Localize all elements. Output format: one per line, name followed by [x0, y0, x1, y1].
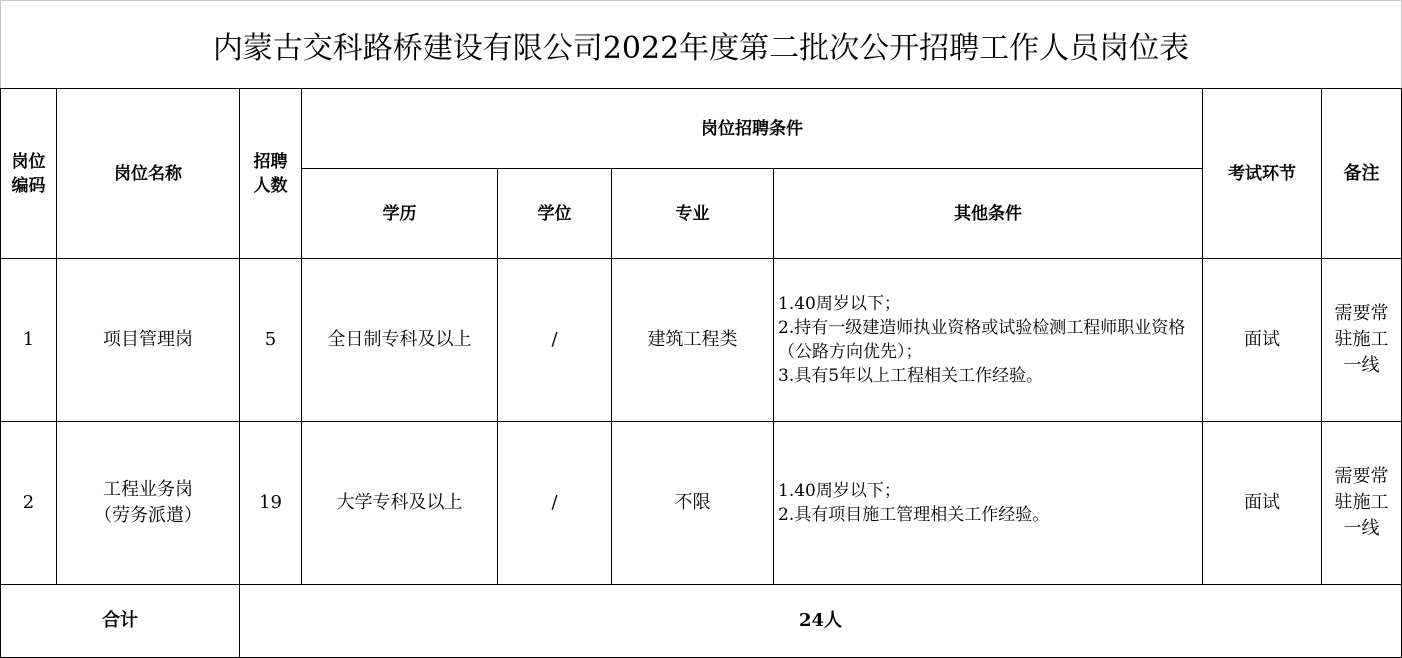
header-exam: 考试环节: [1203, 89, 1322, 259]
row-name: 工程业务岗（劳务派遣）: [57, 422, 240, 585]
header-name: 岗位名称: [57, 89, 240, 259]
row-major: 建筑工程类: [612, 259, 774, 422]
header-conditions: 岗位招聘条件: [302, 89, 1203, 169]
row-education: 大学专科及以上: [302, 422, 498, 585]
header-major: 专业: [612, 169, 774, 259]
total-row: [1, 585, 1402, 658]
header-code: 岗位编码: [1, 89, 57, 259]
row-degree: /: [498, 422, 612, 585]
row-other-conditions: [774, 422, 1203, 585]
row-count: 5: [240, 259, 302, 422]
row-major: 不限: [612, 422, 774, 585]
total-label: 合计: [1, 585, 240, 658]
header-education: 学历: [302, 169, 498, 259]
header-remark: 备注: [1322, 89, 1402, 259]
header-other: 其他条件: [774, 169, 1203, 259]
row-code: 1: [1, 259, 57, 422]
row-count: 19: [240, 422, 302, 585]
row-other-conditions: [774, 259, 1203, 422]
condition-line: 1.40周岁以下；: [778, 481, 901, 501]
condition-line: 3.具有5年以上工程相关工作经验。: [778, 366, 1044, 386]
total-value: 24人: [240, 585, 1402, 658]
row-exam: 面试: [1203, 422, 1322, 585]
condition-line: 2.持有一级建造师执业资格或试验检测工程师职业资格（公路方向优先）；: [778, 318, 1186, 362]
positions-table: [0, 88, 1402, 658]
row-degree: /: [498, 259, 612, 422]
row-education: 全日制专科及以上: [302, 259, 498, 422]
row-remark: 需要常驻施工一线: [1322, 422, 1402, 585]
table-row: [1, 422, 1402, 585]
table-row: [1, 259, 1402, 422]
row-code: 2: [1, 422, 57, 585]
header-count: 招聘人数: [240, 89, 302, 259]
condition-line: 2.具有项目施工管理相关工作经验。: [778, 505, 1050, 525]
row-name: 项目管理岗: [57, 259, 240, 422]
row-exam: 面试: [1203, 259, 1322, 422]
condition-line: 1.40周岁以下；: [778, 294, 901, 314]
row-remark: 需要常驻施工一线: [1322, 259, 1402, 422]
page-title: 内蒙古交科路桥建设有限公司2022年度第二批次公开招聘工作人员岗位表: [0, 0, 1402, 88]
header-degree: 学位: [498, 169, 612, 259]
